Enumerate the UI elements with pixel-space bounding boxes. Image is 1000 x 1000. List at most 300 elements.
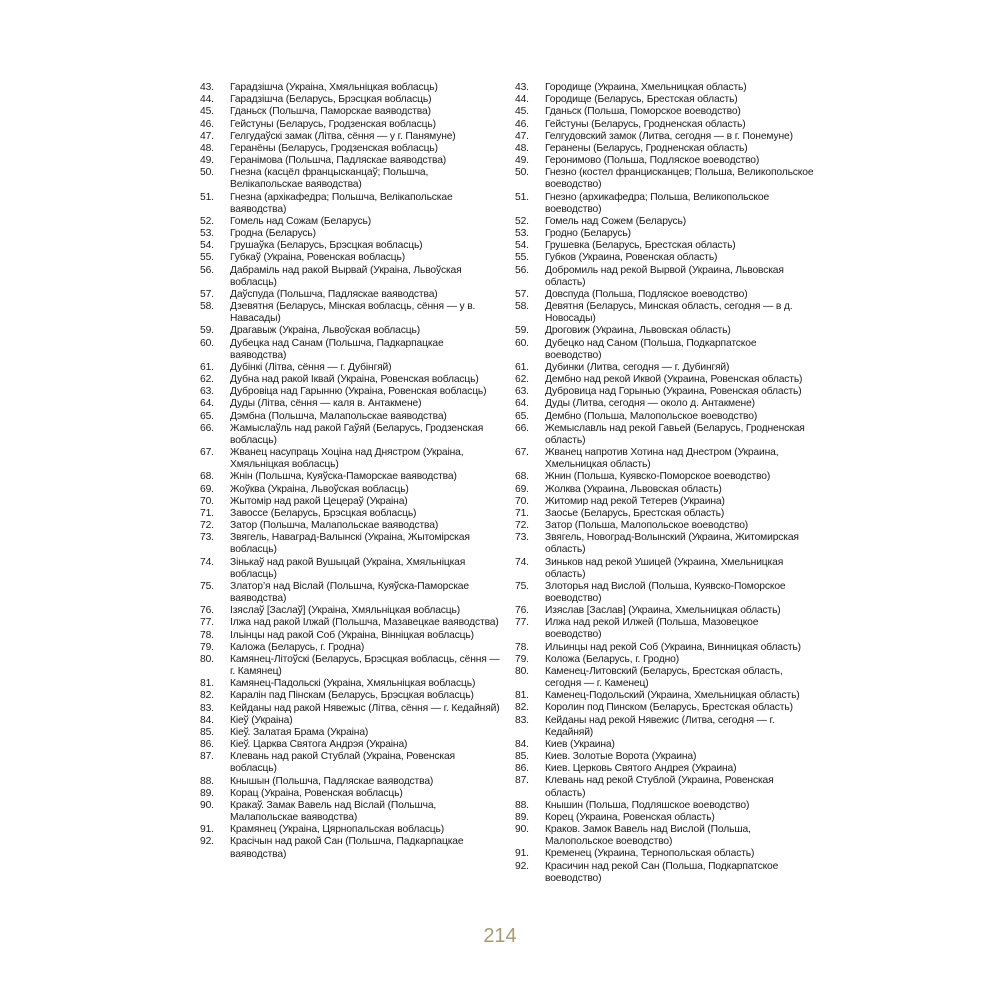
item-number: 50. — [515, 167, 529, 179]
item-text: Гнезно (костел францисканцев; Польша, Великопольское воеводство) — [545, 167, 814, 191]
list-item — [515, 617, 815, 641]
item-text: Гарадзішча (Беларусь, Брэсцкая вобласць) — [230, 94, 432, 106]
list-item — [200, 82, 500, 94]
page-number: 214 — [483, 925, 517, 947]
item-number: 44. — [200, 94, 214, 106]
item-number: 46. — [515, 118, 529, 130]
item-text: Илжа над рекой Илжей (Польша, Мазовецкое воеводство) — [545, 617, 759, 641]
item-text: Затор (Польшча, Малапольскае ваяводства) — [230, 520, 439, 532]
list-item — [200, 836, 500, 860]
item-text: Жванец напротив Хотина над Днестром (Украина, Хмельницкая область) — [545, 447, 779, 471]
list-item — [200, 630, 500, 642]
list-item — [515, 654, 815, 666]
item-number: 83. — [200, 702, 214, 714]
item-number: 89. — [515, 811, 529, 823]
item-number: 69. — [200, 483, 214, 495]
list-item — [200, 386, 500, 398]
item-text: Ізяслаў [Заслаў] (Украіна, Хмяльніцкая вобласць) — [230, 605, 461, 617]
item-text: Дуды (Літва, сёння — каля в. Антакмене) — [230, 398, 422, 410]
item-text: Ілжа над ракой Ілжай (Польшча, Мазавецкае ваяводства) — [230, 617, 499, 629]
item-number: 52. — [200, 215, 214, 227]
item-text: Кнышин (Польша, Подляшское воеводство) — [545, 799, 750, 811]
list-item — [200, 532, 500, 556]
item-text: Даўспуда (Польшча, Падляскае ваяводства) — [230, 288, 438, 300]
list-item — [515, 82, 815, 94]
item-number: 72. — [515, 520, 529, 532]
list-item — [515, 702, 815, 714]
item-text: Кейданы над ракой Нявежыс (Літва, сёння — г. Кедайняй) — [230, 702, 500, 714]
item-number: 44. — [515, 94, 529, 106]
item-text: Жнін (Польшча, Куяўска-Паморскае ваяводства) — [230, 471, 457, 483]
item-text: Губкаў (Украіна, Ровенская вобласць) — [230, 252, 406, 264]
item-number: 54. — [515, 240, 529, 252]
item-text: Гомель над Сожем (Беларусь) — [545, 215, 687, 227]
list-item — [200, 228, 500, 240]
list-item — [200, 690, 500, 702]
item-number: 70. — [515, 495, 529, 507]
list-item — [200, 119, 500, 131]
item-text: Жванец насупраць Хоціна над Днястром (Украіна, Хмяльніцкая вобласць) — [230, 447, 464, 471]
item-number: 56. — [515, 264, 529, 276]
item-number: 76. — [515, 605, 529, 617]
item-text: Жнин (Польша, Куявско-Поморское воеводство) — [545, 471, 771, 483]
item-number: 43. — [515, 82, 529, 93]
item-number: 82. — [200, 690, 214, 702]
item-number: 77. — [515, 617, 529, 629]
item-number: 74. — [515, 556, 529, 568]
item-number: 66. — [515, 422, 529, 434]
list-item — [515, 240, 815, 252]
list-item — [200, 557, 500, 581]
item-text: Гелгудаўскі замак (Літва, сёння — у г. Панямуне) — [230, 130, 456, 142]
list-item — [515, 581, 815, 605]
item-number: 52. — [515, 215, 529, 227]
item-number: 65. — [515, 410, 529, 422]
item-number: 64. — [200, 398, 214, 410]
item-number: 74. — [200, 556, 214, 568]
list-item — [515, 690, 815, 702]
list-item — [200, 824, 500, 836]
item-number: 72. — [200, 520, 214, 532]
list-item — [515, 484, 815, 496]
item-number: 78. — [515, 641, 529, 653]
item-text: Киев (Украина) — [545, 738, 615, 750]
item-text: Кейданы над рекой Нявежис (Литва, сегодня — г. Кедайняй) — [545, 714, 775, 738]
item-text: Дубинки (Литва, сегодня — г. Дубингяй) — [545, 361, 730, 373]
list-item — [515, 155, 815, 167]
list-item — [515, 861, 815, 885]
item-number: 80. — [200, 653, 214, 665]
list-item — [515, 751, 815, 763]
item-number: 90. — [515, 824, 529, 836]
item-number: 65. — [200, 410, 214, 422]
item-number: 81. — [200, 678, 214, 690]
item-number: 91. — [515, 848, 529, 860]
item-number: 84. — [200, 714, 214, 726]
item-number: 59. — [200, 325, 214, 337]
item-text: Грушаўка (Беларусь, Брэсцкая вобласць) — [230, 240, 423, 252]
list-item — [515, 532, 815, 556]
list-item — [515, 398, 815, 410]
item-text: Зиньков над рекой Ушицей (Украина, Хмельницкая область) — [545, 556, 784, 580]
item-number: 77. — [200, 617, 214, 629]
item-text: Геранены (Беларусь, Гродненская область) — [545, 142, 748, 154]
item-number: 92. — [200, 836, 214, 848]
list-item — [515, 715, 815, 739]
item-text: Каменец-Литовский (Беларусь, Брестская область, сегодня — г. Каменец) — [545, 665, 783, 690]
item-text: Звягель, Новоград-Волынский (Украина, Житомирская область) — [545, 532, 799, 556]
list-item — [515, 824, 815, 848]
item-text: Дэмбна (Польшча, Малапольскае ваяводства) — [230, 410, 447, 422]
item-number: 47. — [200, 130, 214, 142]
item-text: Ільінцы над ракой Соб (Украіна, Вінніцкая вобласць) — [230, 629, 474, 641]
item-text: Зінькаў над ракой Вушыцай (Украіна, Хмяльніцкая вобласць) — [230, 556, 466, 580]
list-item — [515, 289, 815, 301]
item-number: 60. — [515, 337, 529, 349]
item-text: Дубецка над Санам (Польшча, Падкарпацкае ваяводства) — [230, 337, 444, 361]
item-number: 78. — [200, 629, 214, 641]
item-text: Красичин над рекой Сан (Польша, Подкарпатское воеводство) — [545, 860, 779, 884]
list-item — [515, 131, 815, 143]
item-number: 48. — [200, 142, 214, 154]
list-item — [515, 167, 815, 191]
item-number: 63. — [200, 386, 214, 398]
item-text: Дембно над рекой Иквой (Украина, Ровенская область) — [545, 374, 803, 386]
item-number: 61. — [200, 361, 214, 373]
list-item — [200, 581, 500, 605]
item-text: Королин под Пинском (Беларусь, Брестская область) — [545, 702, 793, 714]
item-number: 43. — [200, 82, 214, 93]
item-number: 53. — [515, 228, 529, 240]
list-item — [515, 252, 815, 264]
list-item — [515, 812, 815, 824]
list-item — [515, 739, 815, 751]
item-number: 58. — [515, 301, 529, 313]
item-text: Жемыславль над рекой Гавьей (Беларусь, Гродненская область) — [545, 422, 805, 446]
item-text: Добромиль над рекой Вырвой (Украина, Львовская область) — [545, 264, 784, 288]
item-text: Гнезна (архікафедра; Польшча, Велікапольскае ваяводства) — [230, 191, 453, 215]
item-number: 55. — [200, 252, 214, 264]
item-number: 92. — [515, 860, 529, 872]
item-text: Дубінкі (Літва, сёння — г. Дубінгяй) — [230, 361, 392, 373]
list-item — [515, 374, 815, 386]
item-number: 73. — [200, 532, 214, 544]
list-item — [515, 228, 815, 240]
item-text: Красічын над ракой Сан (Польшча, Падкарпацкае ваяводства) — [230, 836, 464, 860]
list-item — [200, 654, 500, 678]
item-text: Ильинцы над рекой Соб (Украина, Винницкая область) — [545, 641, 801, 653]
item-number: 61. — [515, 361, 529, 373]
item-text: Дабраміль над ракой Вырвай (Украіна, Львоўская вобласць) — [230, 264, 462, 288]
list-item — [515, 642, 815, 654]
item-text: Грушевка (Беларусь, Брестская область) — [545, 240, 736, 252]
item-number: 53. — [200, 228, 214, 240]
list-item — [200, 776, 500, 788]
item-text: Гродна (Беларусь) — [230, 228, 316, 240]
list-item — [200, 678, 500, 690]
item-number: 86. — [200, 739, 214, 751]
item-number: 57. — [200, 288, 214, 300]
item-number: 73. — [515, 532, 529, 544]
item-number: 83. — [515, 714, 529, 726]
item-text: Злоторья над Вислой (Польша, Куявско-Поморское воеводство) — [545, 580, 786, 604]
russian-list-column — [515, 82, 815, 885]
list-item — [200, 800, 500, 824]
item-text: Губков (Украина, Ровенская область) — [545, 252, 718, 264]
item-text: Клевань над рекой Стублой (Украина, Ровенская область) — [545, 775, 774, 799]
list-item — [515, 471, 815, 483]
item-text: Гданьск (Польша, Поморское воеводство) — [545, 106, 741, 118]
list-item — [515, 192, 815, 216]
item-text: Киев. Церковь Святого Андрея (Украина) — [545, 763, 737, 775]
item-text: Дубна над ракой Іквай (Украіна, Ровенская вобласць) — [230, 374, 479, 386]
item-text: Кракаў. Замак Вавель над Віслай (Польшча, Малапольскае ваяводства) — [230, 799, 437, 824]
list-item — [200, 192, 500, 216]
item-text: Затор (Польша, Малопольское воеводство) — [545, 520, 749, 532]
item-text: Краков. Замок Вавель над Вислой (Польша, Малопольское воеводство) — [545, 824, 751, 848]
item-number: 67. — [515, 447, 529, 459]
item-number: 58. — [200, 301, 214, 313]
item-number: 89. — [200, 787, 214, 799]
item-number: 48. — [515, 142, 529, 154]
item-number: 50. — [200, 167, 214, 179]
item-text: Крамянец (Украіна, Цярнопальская вобласць) — [230, 824, 445, 836]
list-item — [200, 508, 500, 520]
item-number: 76. — [200, 605, 214, 617]
item-number: 80. — [515, 665, 529, 677]
item-number: 85. — [200, 726, 214, 738]
item-text: Геронимово (Польша, Подляское воеводство) — [545, 155, 760, 167]
list-item — [515, 265, 815, 289]
list-item — [200, 739, 500, 751]
list-item — [515, 338, 815, 362]
item-text: Кнышын (Польшча, Падляскае ваяводства) — [230, 775, 434, 787]
item-number: 51. — [200, 191, 214, 203]
list-item — [200, 338, 500, 362]
item-text: Киев. Золотые Ворота (Украина) — [545, 751, 697, 763]
list-item — [200, 471, 500, 483]
item-text: Геранёны (Беларусь, Гродзенская вобласць) — [230, 142, 438, 154]
item-number: 71. — [200, 507, 214, 519]
list-item — [515, 119, 815, 131]
list-item — [515, 557, 815, 581]
list-item — [200, 423, 500, 447]
item-text: Дуды (Литва, сегодня — около д. Антакмене) — [545, 398, 755, 410]
list-item — [515, 362, 815, 374]
list-item — [515, 775, 815, 799]
item-number: 85. — [515, 751, 529, 763]
item-number: 55. — [515, 252, 529, 264]
belarusian-place-list — [200, 82, 500, 861]
belarusian-list-column — [200, 82, 500, 861]
list-item — [200, 94, 500, 106]
item-text: Клевань над ракой Стублай (Украіна, Ровенская вобласць) — [230, 751, 455, 775]
item-number: 88. — [200, 775, 214, 787]
item-number: 66. — [200, 422, 214, 434]
item-text: Дембно (Польша, Малопольское воеводство) — [545, 410, 758, 422]
list-item — [200, 496, 500, 508]
item-text: Геранімова (Польшча, Падляскае ваяводства) — [230, 155, 447, 167]
item-text: Гейстуны (Беларусь, Гродненская область) — [545, 118, 746, 130]
list-item — [200, 703, 500, 715]
item-text: Златор’я над Віслай (Польшча, Куяўска-Паморскае ваяводства) — [230, 580, 469, 604]
item-number: 60. — [200, 337, 214, 349]
list-item — [515, 94, 815, 106]
list-item — [515, 520, 815, 532]
item-text: Каралін пад Пінскам (Беларусь, Брэсцкая вобласць) — [230, 690, 474, 702]
item-text: Городище (Беларусь, Брестская область) — [545, 94, 738, 106]
list-item — [515, 763, 815, 775]
item-number: 64. — [515, 398, 529, 410]
item-text: Гнезно (архикафедра; Польша, Великопольское воеводство) — [545, 191, 770, 215]
item-number: 75. — [200, 580, 214, 592]
item-number: 68. — [515, 471, 529, 483]
list-item — [200, 131, 500, 143]
item-text: Драгавыж (Украіна, Львоўская вобласць) — [230, 325, 420, 337]
item-text: Дзевятня (Беларусь, Мінская вобласць, сёння — у в. Навасады) — [230, 301, 476, 325]
item-number: 91. — [200, 824, 214, 836]
item-text: Кіеў. Залатая Брама (Украіна) — [230, 726, 369, 738]
list-item — [515, 496, 815, 508]
list-item — [200, 715, 500, 727]
item-number: 59. — [515, 325, 529, 337]
item-text: Кіеў. Царква Святога Андрэя (Украіна) — [230, 739, 408, 751]
item-number: 47. — [515, 130, 529, 142]
item-text: Каложа (Беларусь, г. Гродна) — [230, 641, 365, 653]
item-text: Девятня (Беларусь, Минская область, сегодня — в д. Новосады) — [545, 301, 793, 325]
item-text: Кременец (Украина, Тернопольская область) — [545, 848, 755, 860]
item-number: 87. — [200, 751, 214, 763]
list-item — [515, 605, 815, 617]
item-text: Городище (Украина, Хмельницкая область) — [545, 82, 747, 93]
item-text: Камянец-Падольскі (Украіна, Хмяльніцкая вобласць) — [230, 678, 476, 690]
item-text: Каменец-Подольский (Украина, Хмельницкая область) — [545, 690, 800, 702]
list-item — [515, 386, 815, 398]
list-item — [200, 106, 500, 118]
list-item — [200, 167, 500, 191]
item-text: Гомель над Сожам (Беларусь) — [230, 215, 372, 227]
item-text: Довспуда (Польша, Подляское воеводство) — [545, 288, 748, 300]
item-number: 68. — [200, 471, 214, 483]
item-text: Гнезна (касцёл францысканцаў; Польшча, Велікапольскае ваяводства) — [230, 167, 429, 191]
item-number: 62. — [200, 374, 214, 386]
item-number: 87. — [515, 775, 529, 787]
list-item — [200, 411, 500, 423]
item-text: Дроговиж (Украина, Львовская область) — [545, 325, 731, 337]
item-text: Жоўква (Украіна, Львоўская вобласць) — [230, 483, 409, 495]
item-text: Гелгудовский замок (Литва, сегодня — в г. Понемуне) — [545, 130, 793, 142]
list-item — [200, 362, 500, 374]
list-item — [200, 398, 500, 410]
item-number: 69. — [515, 483, 529, 495]
item-number: 67. — [200, 447, 214, 459]
list-item — [200, 216, 500, 228]
item-text: Заосье (Беларусь, Брестская область) — [545, 507, 725, 519]
item-number: 82. — [515, 702, 529, 714]
list-item — [200, 751, 500, 775]
list-item — [515, 216, 815, 228]
list-item — [200, 155, 500, 167]
item-text: Жамыслаўль над ракой Гаўяй (Беларусь, Гродзенская вобласць) — [230, 422, 484, 446]
item-number: 57. — [515, 288, 529, 300]
item-number: 88. — [515, 799, 529, 811]
list-item — [200, 484, 500, 496]
item-number: 49. — [200, 155, 214, 167]
item-number: 54. — [200, 240, 214, 252]
item-number: 79. — [515, 653, 529, 665]
item-text: Дубровица над Горынью (Украина, Ровенская область) — [545, 386, 802, 398]
item-text: Жолква (Украина, Львовская область) — [545, 483, 722, 495]
item-number: 84. — [515, 738, 529, 750]
list-item — [200, 325, 500, 337]
item-number: 71. — [515, 507, 529, 519]
list-item — [515, 447, 815, 471]
list-item — [515, 508, 815, 520]
item-number: 45. — [515, 106, 529, 118]
list-item — [515, 301, 815, 325]
item-number: 90. — [200, 799, 214, 811]
list-item — [200, 252, 500, 264]
russian-place-list — [515, 82, 815, 885]
item-number: 75. — [515, 580, 529, 592]
item-text: Гейстуны (Беларусь, Гродзенская вобласць) — [230, 118, 436, 130]
list-item — [515, 106, 815, 118]
list-item — [200, 788, 500, 800]
item-text: Кіеў (Украіна) — [230, 714, 293, 726]
list-item — [515, 325, 815, 337]
list-item — [515, 666, 815, 690]
item-number: 45. — [200, 106, 214, 118]
list-item — [200, 240, 500, 252]
item-text: Камянец-Літоўскі (Беларусь, Брэсцкая вобласць, сёння — г. Камянец) — [230, 653, 500, 677]
item-number: 56. — [200, 264, 214, 276]
item-number: 70. — [200, 495, 214, 507]
list-item — [200, 301, 500, 325]
item-text: Коложа (Беларусь, г. Гродно) — [545, 653, 679, 665]
item-text: Гродно (Беларусь) — [545, 228, 631, 240]
list-item — [200, 520, 500, 532]
list-item — [515, 423, 815, 447]
item-text: Жытомір над ракой Цецераў (Украіна) — [230, 495, 408, 507]
item-number: 86. — [515, 763, 529, 775]
list-item — [515, 411, 815, 423]
list-item — [200, 265, 500, 289]
list-item — [515, 848, 815, 860]
item-number: 63. — [515, 386, 529, 398]
item-number: 49. — [515, 155, 529, 167]
list-item — [200, 289, 500, 301]
list-item — [200, 727, 500, 739]
item-text: Корец (Украина, Ровенская область) — [545, 811, 715, 823]
item-text: Гданьск (Польшча, Паморскае ваяводства) — [230, 106, 431, 118]
item-number: 51. — [515, 191, 529, 203]
item-number: 62. — [515, 374, 529, 386]
item-number: 81. — [515, 690, 529, 702]
item-text: Корац (Украіна, Ровенская вобласць) — [230, 787, 403, 799]
list-item — [200, 605, 500, 617]
list-item — [515, 143, 815, 155]
item-number: 79. — [200, 641, 214, 653]
item-text: Звягель, Наваград-Валынскі (Украіна, Жытомірская вобласць) — [230, 532, 470, 556]
item-text: Гарадзішча (Украіна, Хмяльніцкая вобласць) — [230, 82, 438, 93]
item-text: Изяслав [Заслав] (Украина, Хмельницкая область) — [545, 605, 781, 617]
list-item — [515, 800, 815, 812]
item-text: Завоссе (Беларусь, Брэсцкая вобласць) — [230, 507, 417, 519]
list-item — [200, 374, 500, 386]
item-text: Житомир над рекой Тетерев (Украина) — [545, 495, 725, 507]
item-text: Дубецко над Саном (Польша, Подкарпатское воеводство) — [545, 337, 757, 361]
list-item — [200, 143, 500, 155]
